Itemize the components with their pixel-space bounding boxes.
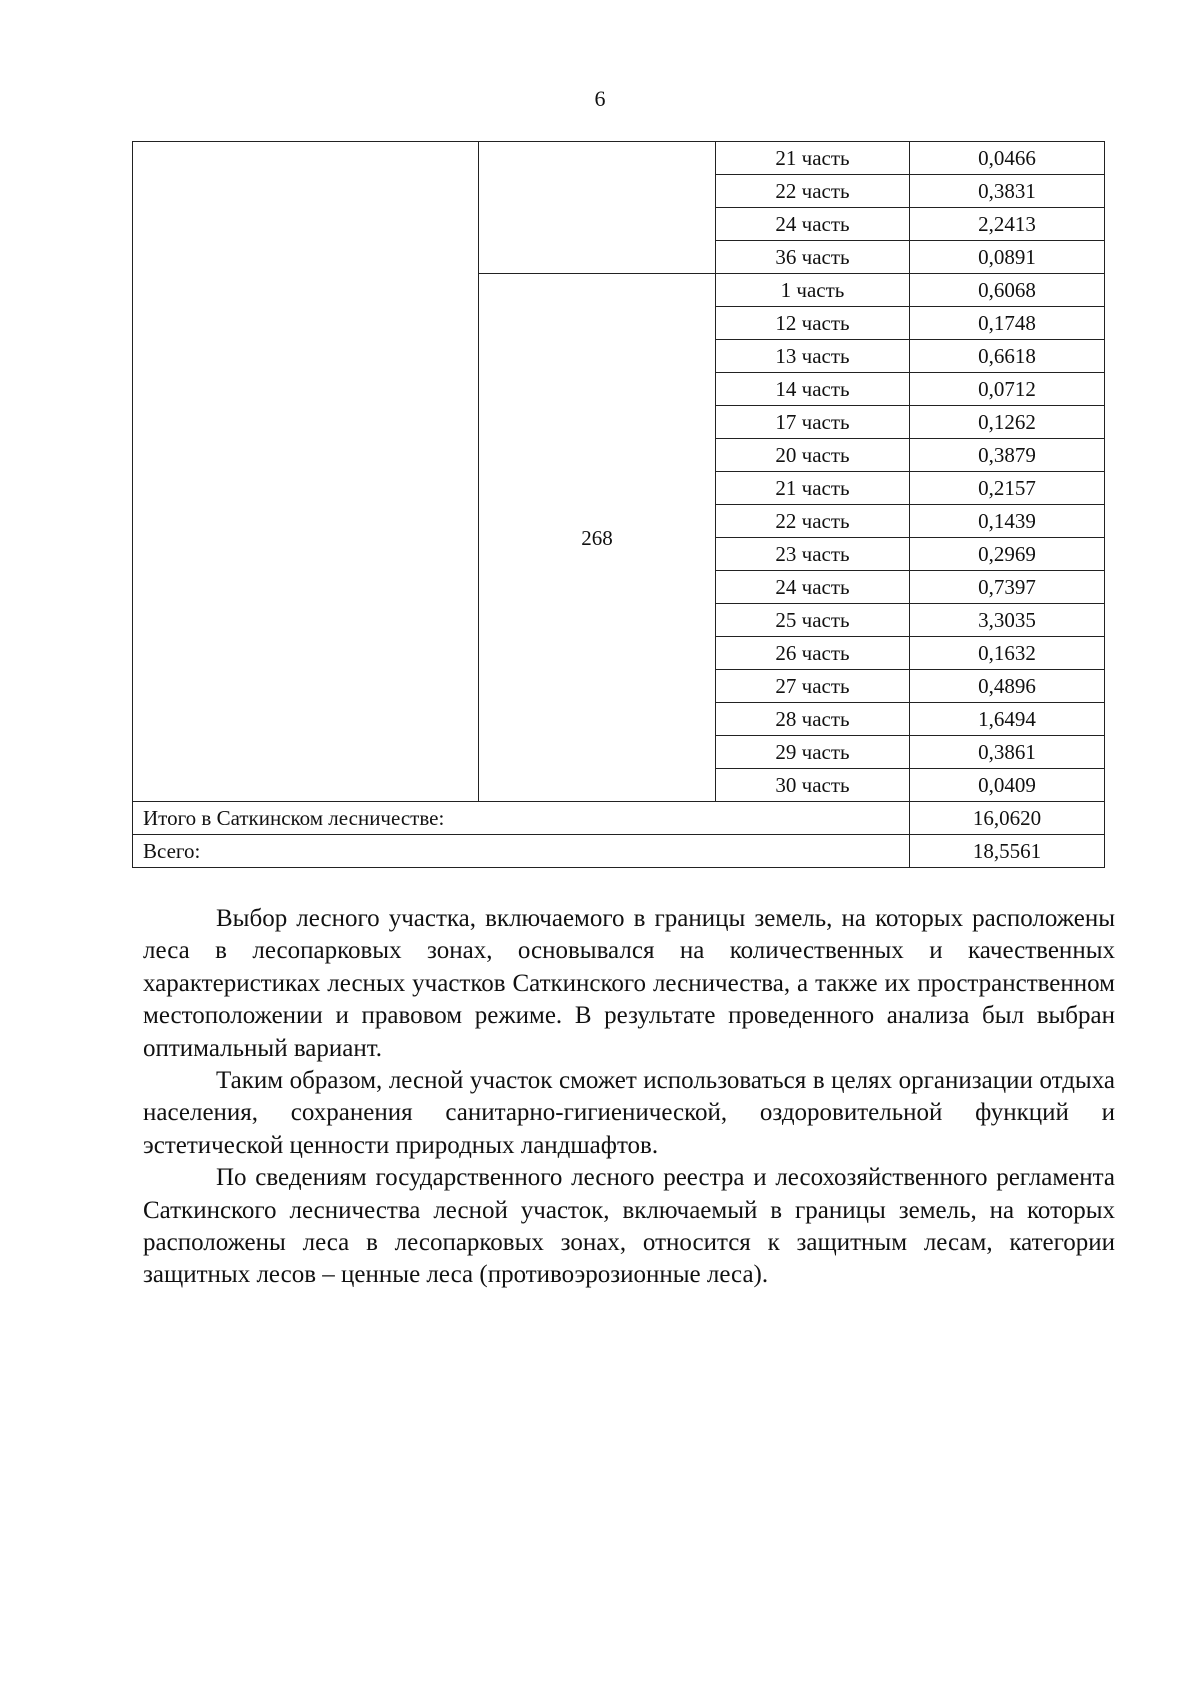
table-cell-part: 1 часть [716,274,910,307]
table-cell-area: 0,2969 [910,538,1105,571]
table-cell-area: 0,1262 [910,406,1105,439]
paragraph: По сведениям государственного лесного реестра и лесохозяйственного регламента Саткинского лесничества лесной участок, включаемый в границы земель, на которых расположены леса в лесопарковых зонах, относится к защитным лесам, категории защитных лесов – ценные леса (противоэрозионные леса). [143,1164,1115,1289]
table-cell-area: 0,0891 [910,241,1105,274]
forest-area-table [132,141,1105,868]
table-cell-part: 24 часть [716,208,910,241]
table-cell-part: 14 часть [716,373,910,406]
subtotal-label: Итого в Саткинском лесничестве: [133,802,910,835]
paragraph: Таким образом, лесной участок сможет использоваться в целях организации отдыха населения, сохранения санитарно-гигиенической, оздоровительной функций и эстетической ценности природных ландшафтов. [143,1067,1115,1159]
table-cell-part: 24 часть [716,571,910,604]
table-cell-part: 21 часть [716,472,910,505]
table-cell-part: 13 часть [716,340,910,373]
table-cell-area: 0,0466 [910,142,1105,175]
page-number: 6 [594,86,606,111]
total-label: Всего: [133,835,910,868]
table-cell-part: 36 часть [716,241,910,274]
table-cell-part: 23 часть [716,538,910,571]
paragraph: Выбор лесного участка, включаемого в границы земель, на которых расположены леса в лесопарковых зонах, основывался на количественных и качественных характеристиках лесных участков Саткинского лесничества, а также их пространственном местоположении и правовом режиме. В результате проведенного анализа был выбран оптимальный вариант. [143,905,1115,1062]
table-cell-area: 0,3879 [910,439,1105,472]
table-cell-part: 12 часть [716,307,910,340]
table-cell-area: 0,6618 [910,340,1105,373]
table-cell-area: 0,7397 [910,571,1105,604]
table-cell-empty-district [133,142,479,802]
table-cell-area: 0,1439 [910,505,1105,538]
subtotal-value: 16,0620 [910,802,1105,835]
total-value: 18,5561 [910,835,1105,868]
table-cell-area: 0,1748 [910,307,1105,340]
table-cell-part: 21 часть [716,142,910,175]
table-cell-part: 27 часть [716,670,910,703]
table-cell-part: 22 часть [716,505,910,538]
table-cell-area: 1,6494 [910,703,1105,736]
table-cell-area: 0,6068 [910,274,1105,307]
table-cell-area: 0,3831 [910,175,1105,208]
table-cell-part: 28 часть [716,703,910,736]
table-cell-area: 0,0712 [910,373,1105,406]
table-cell-quarter: 268 [479,274,716,802]
subtotal-row [133,802,1105,835]
table-cell-area: 0,2157 [910,472,1105,505]
table-row [133,142,1105,175]
table-cell-part: 26 часть [716,637,910,670]
table-cell-part: 25 часть [716,604,910,637]
table-cell-part: 20 часть [716,439,910,472]
total-row [133,835,1105,868]
table-cell-area: 0,4896 [910,670,1105,703]
table-cell-area: 0,1632 [910,637,1105,670]
table-cell-empty-quarter [479,142,716,274]
table-cell-part: 30 часть [716,769,910,802]
table-cell-part: 17 часть [716,406,910,439]
table-cell-area: 2,2413 [910,208,1105,241]
table-cell-area: 3,3035 [910,604,1105,637]
table-cell-part: 22 часть [716,175,910,208]
table-cell-part: 29 часть [716,736,910,769]
body-text [143,903,1115,1292]
table-cell-area: 0,3861 [910,736,1105,769]
table-cell-area: 0,0409 [910,769,1105,802]
